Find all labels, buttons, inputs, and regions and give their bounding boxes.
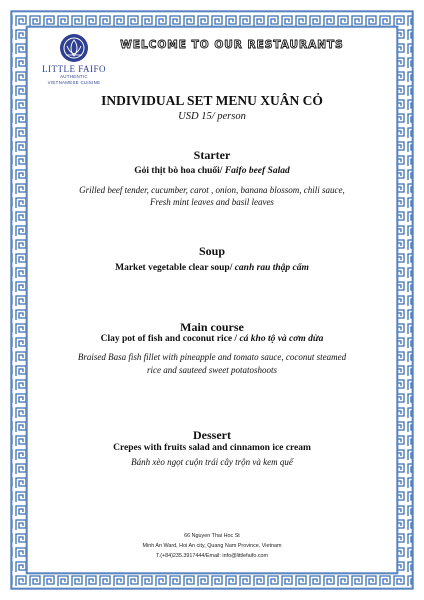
brand-name: LITTLE FAIFO <box>41 64 107 74</box>
welcome-heading: WELCOME TO OUR RESTAURANTS <box>120 39 344 51</box>
starter-dish-en: Faifo beef Salad <box>224 166 290 176</box>
main-dish-en: Clay pot of fish and coconut rice / <box>100 334 238 344</box>
soup-dish-en: Market vegetable clear soup/ <box>115 263 233 273</box>
main-dish-vi: cá kho tộ và cơm dừa <box>239 334 324 344</box>
dessert-dish: Crepes with fruits salad and cinnamon ice cream <box>113 443 311 453</box>
brand-tagline-2: VIETNAMESE CUISINE <box>47 80 101 85</box>
soup-dish-vi: canh rau thập cẩm <box>234 263 309 273</box>
brand-logo <box>38 33 110 86</box>
lotus-emblem-icon <box>59 33 89 63</box>
starter-dish <box>44 166 380 176</box>
soup-heading: Soup <box>198 244 226 258</box>
starter-dish-vi: Gỏi thịt bò hoa chuối/ <box>134 166 223 176</box>
footer-address-2: Minh An Ward, Hoi An city, Quang Nam Province, Vietnam <box>142 543 282 549</box>
brand-tagline-1: AUTHENTIC <box>60 74 88 79</box>
main-course-dish <box>44 334 380 344</box>
starter-heading: Starter <box>193 148 231 162</box>
footer-address-1: 66 Nguyen Thai Hoc St <box>184 533 240 539</box>
menu-price: USD 15/ person <box>178 111 246 122</box>
starter-desc-1: Grilled beef tender, cucumber, carot , onion, banana blossom, chili sauce, <box>79 185 345 195</box>
main-course-heading: Main course <box>180 320 244 334</box>
main-desc-1: Braised Basa fish fillet with pineapple and tomato sauce, coconut steamed <box>77 352 347 362</box>
dessert-heading: Dessert <box>193 428 231 442</box>
soup-dish <box>44 263 380 273</box>
menu-title: INDIVIDUAL SET MENU XUÂN CỎ <box>101 93 323 108</box>
main-desc-2: rice and sauteed sweet potatoshoots <box>147 365 277 375</box>
footer-contact: T.(+84)235.3917444/Email: info@littlefaifo.com <box>156 553 268 559</box>
dessert-dish-vi: Bánh xèo ngọt cuộn trái cây trộn và kem quế <box>131 457 293 467</box>
starter-desc-2: Fresh mint leaves and basil leaves <box>150 197 274 207</box>
